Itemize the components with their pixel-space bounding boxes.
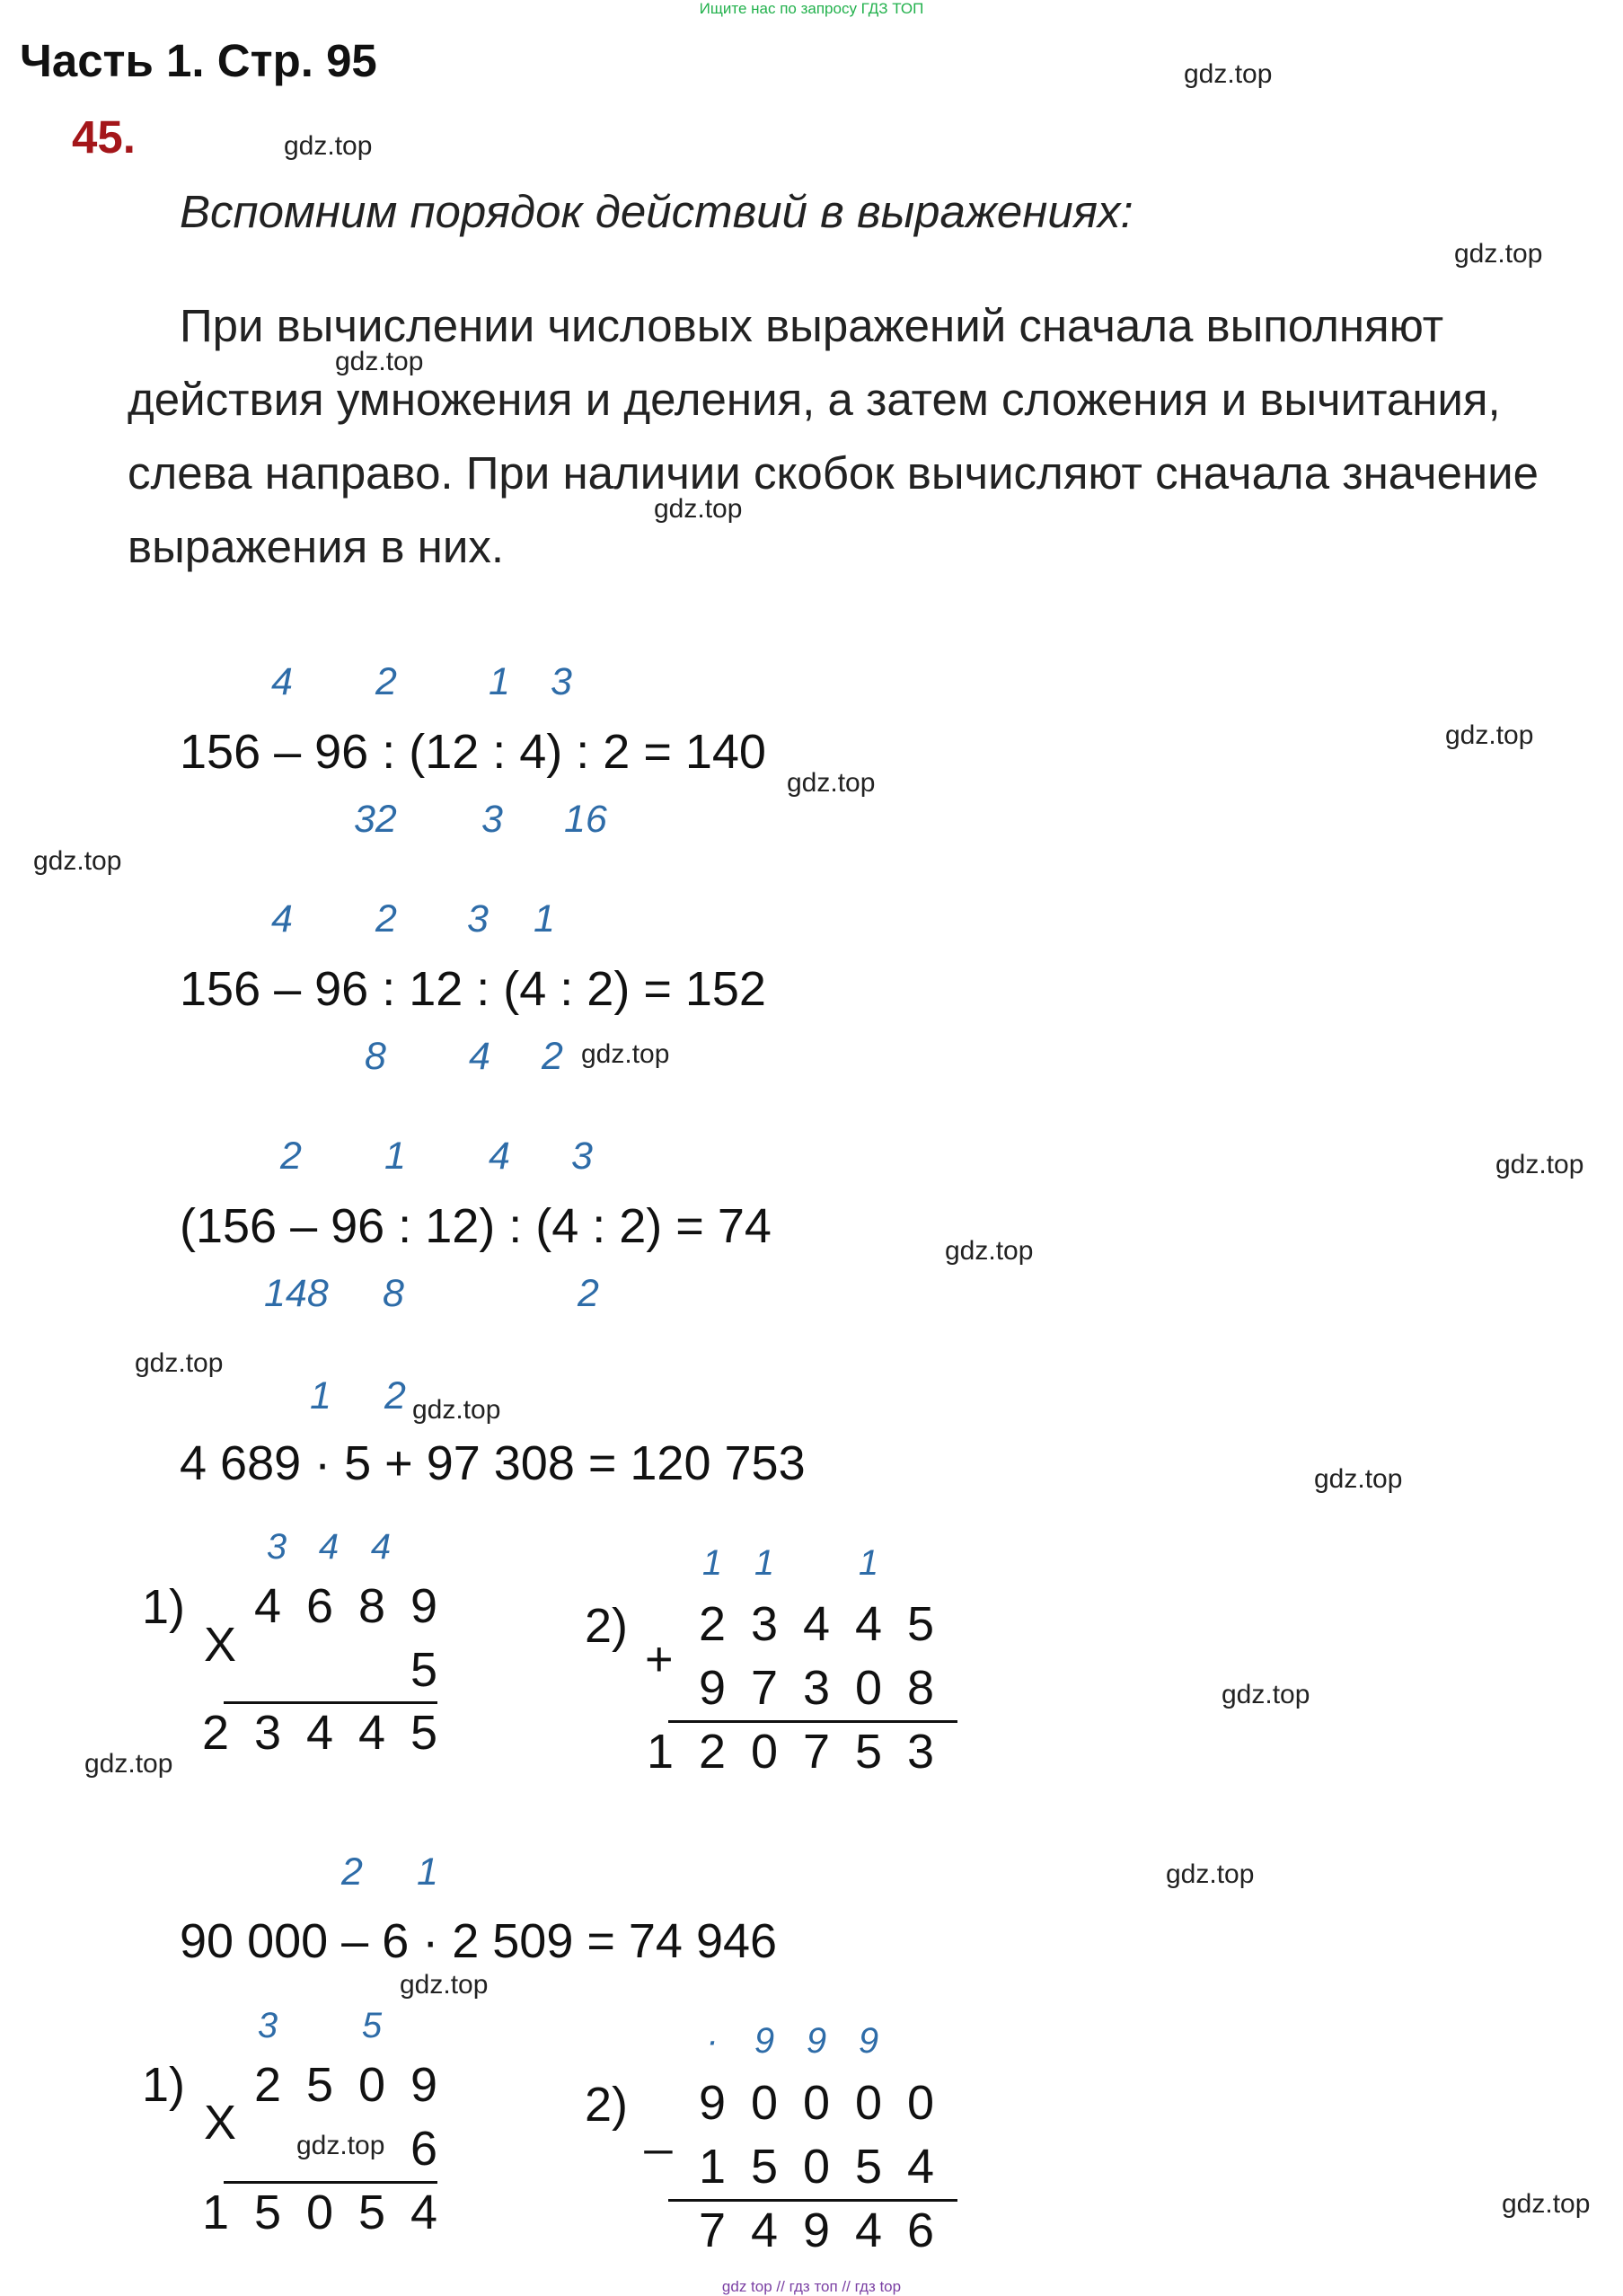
borrow-digit: 9 xyxy=(806,2021,827,2061)
result-line xyxy=(668,1720,957,1723)
digit: 1 xyxy=(646,1725,675,1779)
intermediate-result: 8 xyxy=(365,1035,386,1078)
watermark: gdz.top xyxy=(1222,1680,1310,1709)
watermark: gdz.top xyxy=(335,347,424,376)
digit: 9 xyxy=(802,2203,831,2257)
order-number: 2 xyxy=(384,1374,406,1417)
order-number: 1 xyxy=(384,1135,406,1178)
digit: 0 xyxy=(854,1661,883,1715)
carry-digit: 4 xyxy=(318,1527,340,1567)
digit: 8 xyxy=(357,1579,386,1633)
intermediate-result: 2 xyxy=(578,1272,599,1315)
digit: 5 xyxy=(305,2058,334,2112)
carry-digit: 1 xyxy=(701,1543,723,1583)
order-number: 1 xyxy=(417,1850,438,1894)
carry-digit: 5 xyxy=(361,2006,383,2045)
multiply-sign: X xyxy=(204,1618,237,1672)
digit: 2 xyxy=(201,1706,230,1760)
page-heading: Часть 1. Стр. 95 xyxy=(20,35,377,86)
result-number xyxy=(190,2185,450,2240)
rule-text: При вычислении числовых выражений сначала выполняют действия умножения и деления, а затем сложения и вычитания, слева направо. При наличии скобок вычисляют сначала значение выражения в них. xyxy=(128,300,1539,572)
watermark: gdz.top xyxy=(296,2131,385,2160)
digit: 1 xyxy=(201,2186,230,2239)
carry-digit: 3 xyxy=(266,1527,287,1567)
order-number: 1 xyxy=(534,897,555,940)
digit: 3 xyxy=(253,1706,282,1760)
watermark: gdz.top xyxy=(1314,1464,1403,1494)
minus-sign: _ xyxy=(645,2101,673,2155)
digit: 7 xyxy=(802,1725,831,1779)
order-number: 4 xyxy=(489,1135,510,1178)
order-number: 2 xyxy=(341,1850,363,1894)
digit: 2 xyxy=(698,1597,727,1651)
watermark: gdz.top xyxy=(1454,239,1543,269)
digit: 2 xyxy=(253,2058,282,2112)
watermark: gdz.top xyxy=(1166,1859,1255,1889)
intro-line: Вспомним порядок действий в выражениях: xyxy=(180,186,1133,237)
borrow-digit: 9 xyxy=(754,2021,775,2061)
carry-digit: 1 xyxy=(754,1543,775,1583)
carry-row xyxy=(242,2006,398,2046)
digit: 5 xyxy=(357,2186,386,2239)
footer-links[interactable]: gdz top // гдз топ // гдз top xyxy=(721,2278,902,2295)
digit: 0 xyxy=(854,2076,883,2130)
order-number: 2 xyxy=(375,660,397,703)
result-number xyxy=(634,1724,947,1779)
expression: 90 000 – 6 · 2 509 = 74 946 xyxy=(180,1914,778,1968)
carry-digit: 1 xyxy=(858,1543,879,1583)
watermark: gdz.top xyxy=(135,1348,224,1378)
watermark: gdz.top xyxy=(945,1236,1034,1266)
digit: 0 xyxy=(750,2076,779,2130)
top-number xyxy=(686,2075,947,2131)
carry-digit: 3 xyxy=(257,2006,278,2045)
result-number xyxy=(686,2203,947,2258)
expression: 4 689 · 5 + 97 308 = 120 753 xyxy=(180,1436,806,1490)
order-number: 1 xyxy=(310,1374,331,1417)
intermediate-result: 2 xyxy=(542,1035,563,1078)
digit: 0 xyxy=(305,2186,334,2239)
digit: 4 xyxy=(906,2140,935,2194)
bottom-number xyxy=(686,2139,947,2194)
multiply-sign: X xyxy=(204,2096,237,2150)
digit: 4 xyxy=(305,1706,334,1760)
result-number xyxy=(190,1705,450,1761)
intermediate-result: 4 xyxy=(469,1035,490,1078)
digit: 4 xyxy=(854,2203,883,2257)
digit: 0 xyxy=(357,2058,386,2112)
watermark: gdz.top xyxy=(400,1970,489,2000)
digit: 4 xyxy=(253,1579,282,1633)
expression: 156 – 96 : (12 : 4) : 2 = 140 xyxy=(180,725,766,779)
step-label: 2) xyxy=(585,1599,629,1653)
watermark: gdz.top xyxy=(581,1039,670,1069)
digit: 0 xyxy=(750,1725,779,1779)
digit: 5 xyxy=(906,1597,935,1651)
digit: 5 xyxy=(410,1706,438,1760)
order-number: 3 xyxy=(551,660,572,703)
bottom-number xyxy=(686,1660,947,1716)
watermark: gdz.top xyxy=(787,768,876,798)
watermark: gdz.top xyxy=(33,846,122,876)
search-banner[interactable]: Ищите нас по запросу ГДЗ ТОП xyxy=(699,0,924,17)
digit: 4 xyxy=(410,2186,438,2239)
order-number: 2 xyxy=(375,897,397,940)
intermediate-result: 16 xyxy=(564,798,607,841)
digit: 5 xyxy=(854,2140,883,2194)
digit: 1 xyxy=(698,2140,727,2194)
task-number: 45. xyxy=(72,111,136,163)
watermark: gdz.top xyxy=(1445,720,1534,750)
digit: 9 xyxy=(410,2058,438,2112)
intermediate-result: 8 xyxy=(383,1272,404,1315)
digit: 6 xyxy=(305,1579,334,1633)
intermediate-result: 3 xyxy=(481,798,503,841)
digit: 9 xyxy=(410,1579,438,1633)
result-line xyxy=(224,2181,437,2184)
digit: 0 xyxy=(906,2076,935,2130)
digit: 9 xyxy=(698,1661,727,1715)
digit: 8 xyxy=(906,1661,935,1715)
digit: 4 xyxy=(802,1597,831,1651)
watermark: gdz.top xyxy=(284,131,373,161)
order-number: 3 xyxy=(571,1135,593,1178)
digit: 5 xyxy=(410,1643,438,1697)
borrow-digit: · xyxy=(706,2021,719,2061)
watermark: gdz.top xyxy=(654,494,743,524)
top-number xyxy=(242,1578,450,1634)
rule-paragraph xyxy=(128,289,1610,584)
top-number xyxy=(686,1596,947,1652)
digit: 0 xyxy=(802,2140,831,2194)
digit: 7 xyxy=(750,1661,779,1715)
watermark: gdz.top xyxy=(412,1395,501,1425)
watermark: gdz.top xyxy=(1495,1150,1584,1179)
digit: 4 xyxy=(854,1597,883,1651)
order-number: 4 xyxy=(271,660,293,703)
top-number xyxy=(242,2057,450,2113)
step-label: 2) xyxy=(585,2078,629,2132)
digit: 5 xyxy=(253,2186,282,2239)
bottom-number xyxy=(398,2121,450,2177)
digit: 3 xyxy=(802,1661,831,1715)
borrow-digit: 9 xyxy=(858,2021,879,2061)
result-line xyxy=(224,1701,437,1704)
intermediate-result: 148 xyxy=(264,1272,329,1315)
step-label: 1) xyxy=(142,2058,186,2112)
carry-digit: 4 xyxy=(370,1527,392,1567)
digit: 0 xyxy=(802,2076,831,2130)
watermark: gdz.top xyxy=(1502,2189,1591,2219)
digit: 2 xyxy=(698,1725,727,1779)
intermediate-result: 32 xyxy=(354,798,397,841)
digit: 3 xyxy=(750,1597,779,1651)
result-line xyxy=(668,2199,957,2202)
watermark: gdz.top xyxy=(84,1749,173,1779)
digit: 6 xyxy=(906,2203,935,2257)
carry-row xyxy=(251,1527,407,1567)
bottom-number xyxy=(398,1642,450,1698)
watermark: gdz.top xyxy=(1184,59,1273,89)
digit: 6 xyxy=(410,2122,438,2176)
digit: 7 xyxy=(698,2203,727,2257)
digit: 4 xyxy=(750,2203,779,2257)
digit: 3 xyxy=(906,1725,935,1779)
order-number: 1 xyxy=(489,660,510,703)
order-number: 3 xyxy=(467,897,489,940)
carry-row xyxy=(686,1543,895,1584)
order-number: 4 xyxy=(271,897,293,940)
expression: (156 – 96 : 12) : (4 : 2) = 74 xyxy=(180,1199,772,1253)
digit: 5 xyxy=(750,2140,779,2194)
borrow-row xyxy=(686,2021,895,2062)
order-number: 2 xyxy=(280,1135,302,1178)
expression: 156 – 96 : 12 : (4 : 2) = 152 xyxy=(180,962,766,1016)
plus-sign: + xyxy=(645,1632,674,1686)
digit: 5 xyxy=(854,1725,883,1779)
step-label: 1) xyxy=(142,1580,186,1634)
digit: 9 xyxy=(698,2076,727,2130)
digit: 4 xyxy=(357,1706,386,1760)
